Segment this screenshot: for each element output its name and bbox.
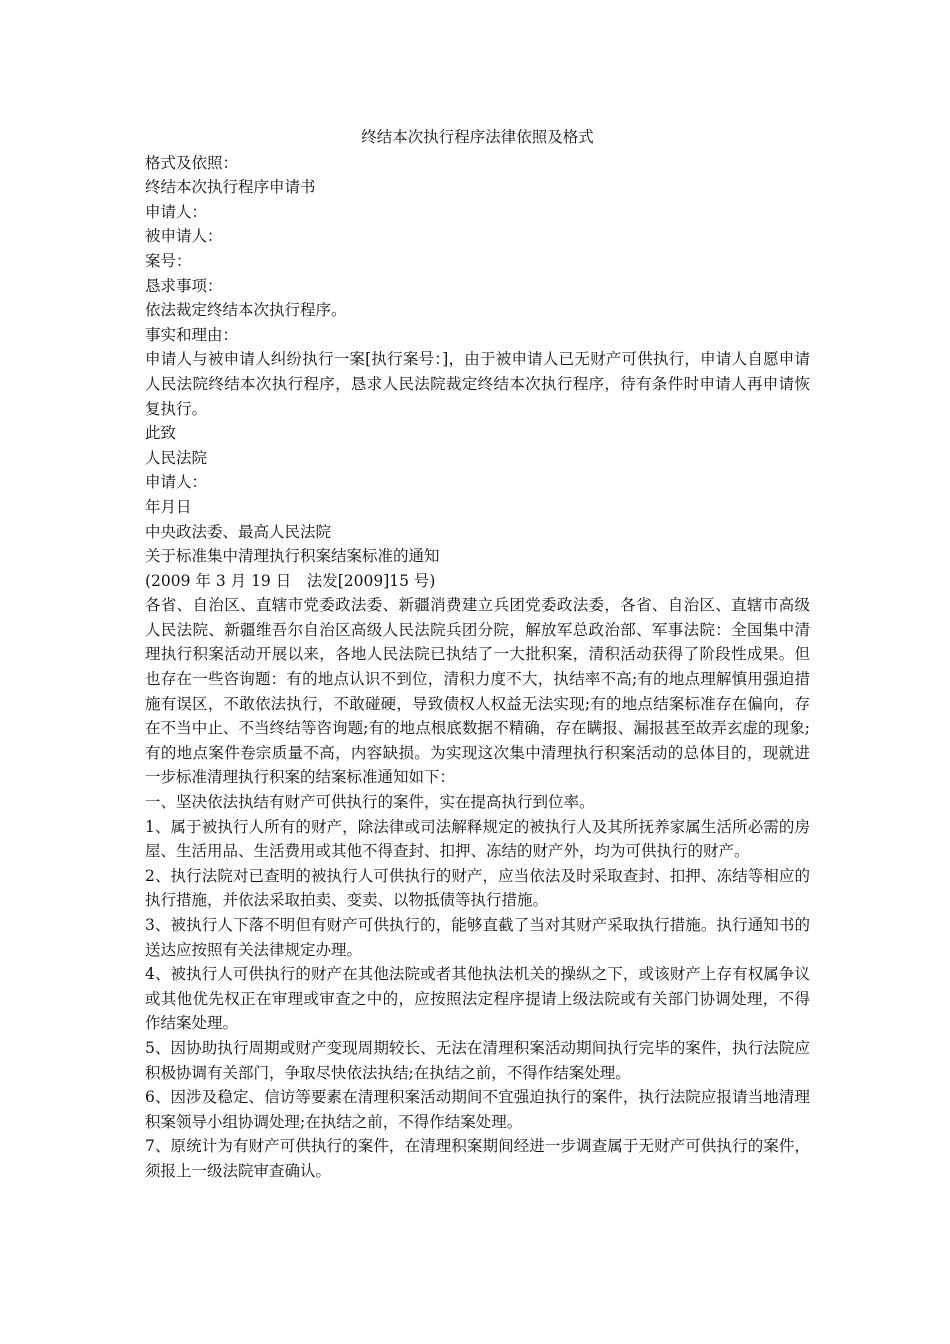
case-number-label: 案号：	[145, 251, 192, 270]
court-addressee: 人民法院	[145, 448, 208, 467]
item-2: 2、执行法院对已查明的被执行人可供执行的财产，应当依法及时采取查封、扣押、冻结等相应的执行措施，并依法采取拍卖、变卖、以物抵债等执行措施。	[145, 866, 810, 910]
item-1: 1、属于被执行人所有的财产，除法律或司法解释规定的被执行人及其所抚养家属生活所必需的房屋、生活用品、生活费用或其他不得查封、扣押、冻结的财产外，均为可供执行的财产。	[145, 817, 810, 861]
notice-intro-paragraph: 各省、自治区、直辖市党委政法委、新疆消费建立兵团党委政法委，各省、自治区、直辖市高级人民法院、新疆维吾尔自治区高级人民法院兵团分院，解放军总政治部、军事法院：全国集中清理执行积案活动开展以来，各地人民法院已执结了一大批积案，清积活动获得了阶段性成果。但也存在一些咨询题：有的地点认识不到位，清积力度不大，执结率不高;有的地点理解慎用强迫措施有误区，不敢依法执行，不敢碰硬，导致债权人权益无法实现;有的地点结案标准存在偏向，存在不当中止、不当终结等咨询题;有的地点根底数据不精确，存在瞒报、漏报甚至故弄玄虚的现象;有的地点案件卷宗质量不高，内容缺损。为实现这次集中清理执行积案活动的总体目的，现就进一步标准清理执行积案的结案标准通知如下：	[145, 596, 810, 787]
facts-paragraph: 申请人与被申请人纠纷执行一案[执行案号：]，由于被申请人已无财产可供执行，申请人自愿申请人民法院终结本次执行程序，恳求人民法院裁定终结本次执行程序，待有条件时申请人再申请恢复执行。	[145, 350, 810, 418]
applicant-label: 申请人：	[145, 202, 208, 221]
issuing-authority: 中央政法委、最高人民法院	[145, 522, 332, 541]
item-7: 7、原统计为有财产可供执行的案件，在清理积案期间经进一步调查属于无财产可供执行的案件，须报上一级法院审查确认。	[145, 1137, 810, 1180]
signature-date: 年月日	[145, 497, 192, 516]
item-5: 5、因协助执行周期或财产变现周期较长、无法在清理积案活动期间执行完毕的案件，执行法院应积极协调有关部门，争取尽快依法执结;在执结之前，不得作结案处理。	[145, 1038, 810, 1082]
document-title: 终结本次执行程序法律依照及格式	[361, 128, 594, 146]
document-body	[145, 125, 810, 1184]
notice-title: 关于标准集中清理执行积案结案标准的通知	[145, 547, 440, 566]
format-heading: 格式及依照：	[145, 153, 239, 172]
signature-applicant: 申请人：	[145, 473, 208, 492]
request-label: 恳求事项：	[145, 276, 223, 295]
item-6: 6、因涉及稳定、信访等要素在清理积案活动期间不宜强迫执行的案件，执行法院应报请当地清理积案领导小组协调处理;在执结之前，不得作结案处理。	[145, 1088, 810, 1131]
respondent-label: 被申请人：	[145, 227, 223, 246]
notice-date-number: (2009 年 3 月 19 日 法发[2009]15 号)	[145, 571, 436, 590]
salutation: 此致	[145, 424, 177, 443]
facts-label: 事实和理由：	[145, 325, 239, 344]
item-4: 4、被执行人可供执行的财产在其他法院或者其他执法机关的操纵之下，或该财产上存有权属争议或其他优先权正在审理或审查之中的，应按照法定程序提请上级法院或有关部门协调处理，不得作结案处理。	[145, 965, 810, 1033]
item-3: 3、被执行人下落不明但有财产可供执行的，能够直截了当对其财产采取执行措施。执行通知书的送达应按照有关法律规定办理。	[145, 916, 810, 959]
request-text: 依法裁定终结本次执行程序。	[145, 301, 347, 320]
application-title: 终结本次执行程序申请书	[145, 178, 316, 197]
section-heading-1: 一、坚决依法执结有财产可供执行的案件，实在提高执行到位率。	[145, 793, 595, 812]
